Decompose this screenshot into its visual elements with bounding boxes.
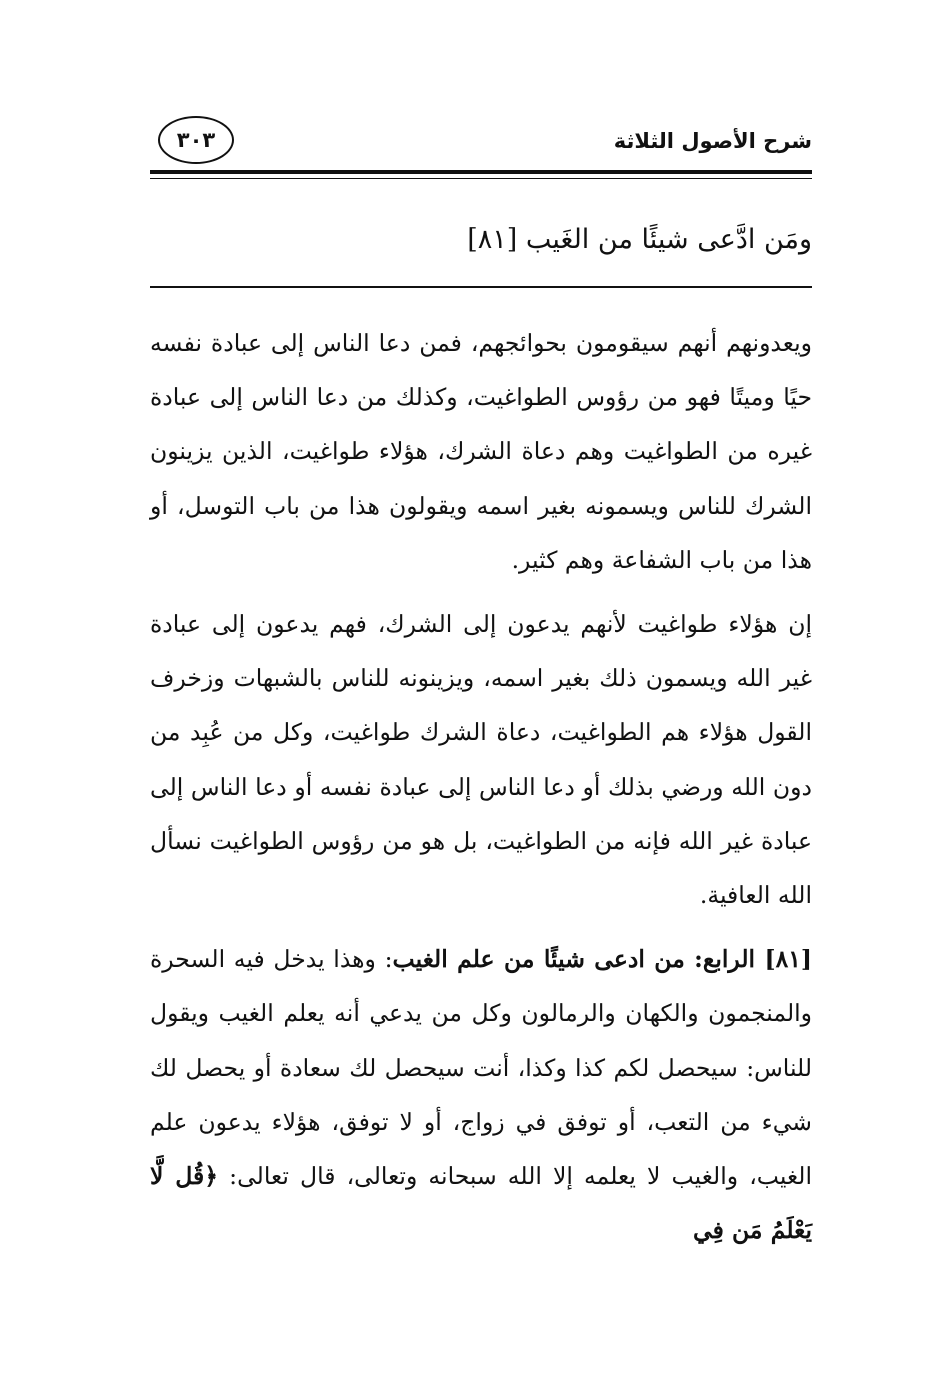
paragraph-1: ويعدونهم أنهم سيقومون بحوائجهم، فمن دعا الناس إلى عبادة نفسه حيًا وميتًا فهو من رؤوس الطواغيت، وكذلك من دعا الناس إلى عبادة غيره من الطواغيت وهم دعاة الشرك، هؤلاء طواغيت، الذين يزينون الشرك للناس ويسمونه بغير اسمه ويقولون هذا من باب التوسل، أو هذا من باب الشفاعة وهم كثير.: [150, 329, 812, 574]
page-number: ٣٠٣: [158, 116, 234, 164]
running-title: شرح الأصول الثلاثة: [613, 129, 812, 153]
quran-quote: ﴿قُل لَّا يَعْلَمُ مَن فِي: [150, 1162, 812, 1245]
page-header: [150, 108, 812, 170]
matn-divider: [150, 286, 812, 288]
paragraph-2: إن هؤلاء طواغيت لأنهم يدعون إلى الشرك، فهم يدعون إلى عبادة غير الله ويسمون ذلك بغير اسمه، ويزينونه للناس بالشبهات وزخرف القول هؤلاء هم الطواغيت، دعاة الشرك طواغيت، وكل من عُبِد من دون الله ورضي بذلك أو دعا الناس إلى عبادة نفسه أو دعا الناس إلى عبادة غير الله فإنه من الطواغيت، بل هو من رؤوس الطواغيت نسأل الله العافية.: [150, 610, 812, 910]
commentary-body: [150, 316, 812, 1257]
paragraph-3: [150, 932, 812, 1257]
header-rule-thin: [150, 178, 812, 179]
header-rule: [150, 170, 812, 174]
matn-heading: ومَن ادَّعى شيئًا من الغَيب [٨١]: [467, 224, 812, 255]
commentary-text: : وهذا يدخل فيه السحرة والمنجمون والكهان والرمالون وكل من يدعي أنه يعلم الغيب ويقول للناس: سيحصل لكم كذا وكذا، أنت سيحصل لك سعادة أو يحصل لك شيء من التعب، أو توفق في زواج، أو لا توفق، هؤلاء يدعون علم الغيب، والغيب لا يعلمه إلا الله سبحانه وتعالى، قال تعالى:: [150, 945, 812, 1191]
commentary-lead: [٨١] الرابع: من ادعى شيئًا من علم الغيب: [392, 945, 812, 974]
